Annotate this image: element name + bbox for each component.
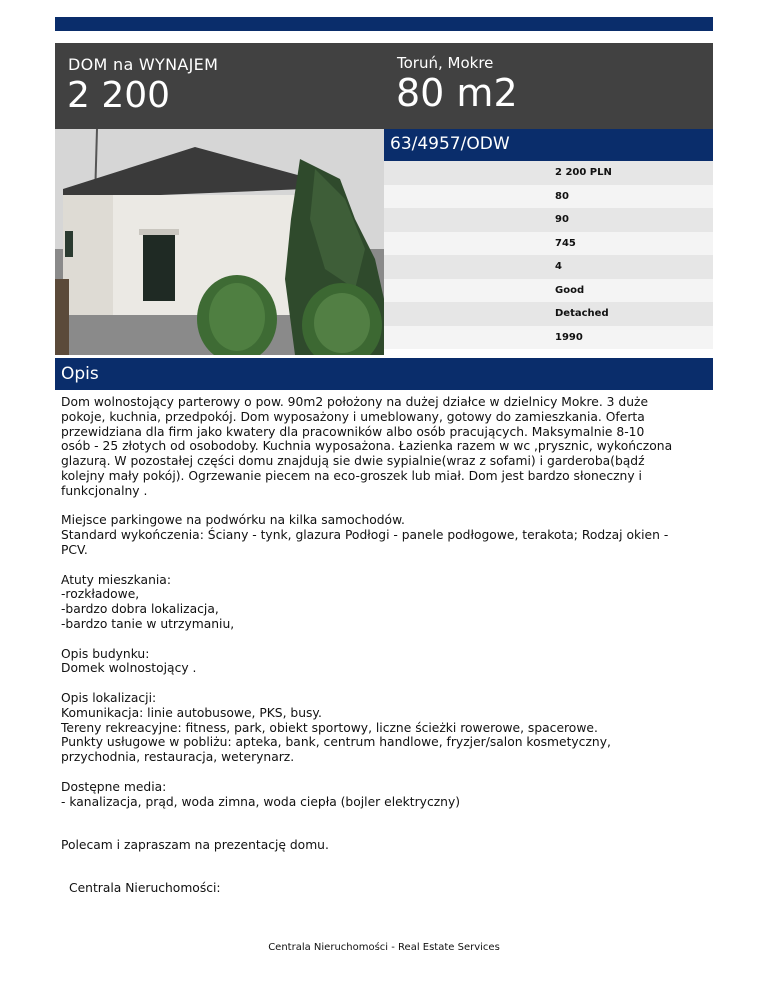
description-body xyxy=(61,395,711,853)
details-row xyxy=(384,326,713,350)
property-photo xyxy=(55,129,384,355)
details-table xyxy=(384,161,713,349)
listing-price: 2 200 xyxy=(67,75,171,116)
details-value: 90 xyxy=(555,214,569,225)
details-row xyxy=(384,232,713,256)
details-value: Good xyxy=(555,284,585,296)
details-row xyxy=(384,185,713,209)
details-value: 80 xyxy=(555,190,569,202)
agency-signature: Centrala Nieruchomości: xyxy=(69,881,221,895)
description-paragraph: Polecam i zapraszam na prezentację domu. xyxy=(61,838,329,853)
listing-location: Toruń, Mokre xyxy=(397,54,494,72)
top-accent-bar xyxy=(55,17,713,31)
details-value: Detached xyxy=(555,308,609,319)
listing-area: 80 m2 xyxy=(396,71,518,115)
description-paragraph: Opis lokalizacji: Komunikacja: linie autobusowe, PKS, busy. Tereny rekreacyjne: fitness, park, obiekt sportowy, liczne ścieżki rowerowe, spacerowe. Punkty usługowe w pobliżu: apteka, bank, centrum handlowe, fryzjer/salon kosmetyczny, przychodnia, restauracja, weterynarz. xyxy=(61,690,611,765)
listing-header xyxy=(55,43,713,129)
details-value: 4 xyxy=(555,261,562,272)
description-paragraph: Miejsce parkingowe na podwórku na kilka samochodów. Standard wykończenia: Ściany - tynk, glazura Podłogi - panele podłogowe, terakota; Rodzaj okien - PCV. xyxy=(61,513,669,557)
description-paragraph: Dostępne media: - kanalizacja, prąd, woda zimna, woda ciepła (bojler elektryczny) xyxy=(61,779,461,809)
details-row xyxy=(384,302,713,326)
details-value: 2 200 PLN xyxy=(555,167,612,178)
description-paragraph: Dom wolnostojący parterowy o pow. 90m2 położony na dużej działce w dzielnicy Mokre. 3 duże pokoje, kuchnia, przedpokój. Dom wyposażony i umeblowany, gotowy do zamieszkania. Oferta przewidziana dla firm jako kwatery dla pracowników albo osób pracujących. Maksymalnie 8-10 osób - 25 złotych od osobodoby. Kuchnia wyposażona. Łazienka razem w wc ,prysznic, wykończona glazurą. W pozostałej części domu znajdują sie dwie sypialnie(wraz z sofami) i garderoba(bądź kolejny mały pokój). Ogrzewanie piecem na eco-groszek lub miał. Dom jest bardzo słoneczny i funkcjonalny . xyxy=(61,395,673,498)
details-value: 745 xyxy=(555,237,576,249)
description-section-bar xyxy=(55,358,713,390)
reference-number: 63/4957/ODW xyxy=(390,134,510,154)
details-row xyxy=(384,255,713,279)
page-footer: Centrala Nieruchomości - Real Estate Services xyxy=(268,942,500,953)
listing-type: DOM na WYNAJEM xyxy=(68,55,219,74)
description-paragraph: Opis budynku: Domek wolnostojący . xyxy=(61,646,197,676)
details-value: 1990 xyxy=(555,331,583,343)
details-row xyxy=(384,279,713,303)
description-paragraph: Atuty mieszkania: -rozkładowe, -bardzo dobra lokalizacja, -bardzo tanie w utrzymaniu, xyxy=(61,572,235,631)
reference-number-bar xyxy=(384,129,713,161)
details-row xyxy=(384,208,713,232)
description-title: Opis xyxy=(61,364,99,384)
details-row xyxy=(384,161,713,185)
